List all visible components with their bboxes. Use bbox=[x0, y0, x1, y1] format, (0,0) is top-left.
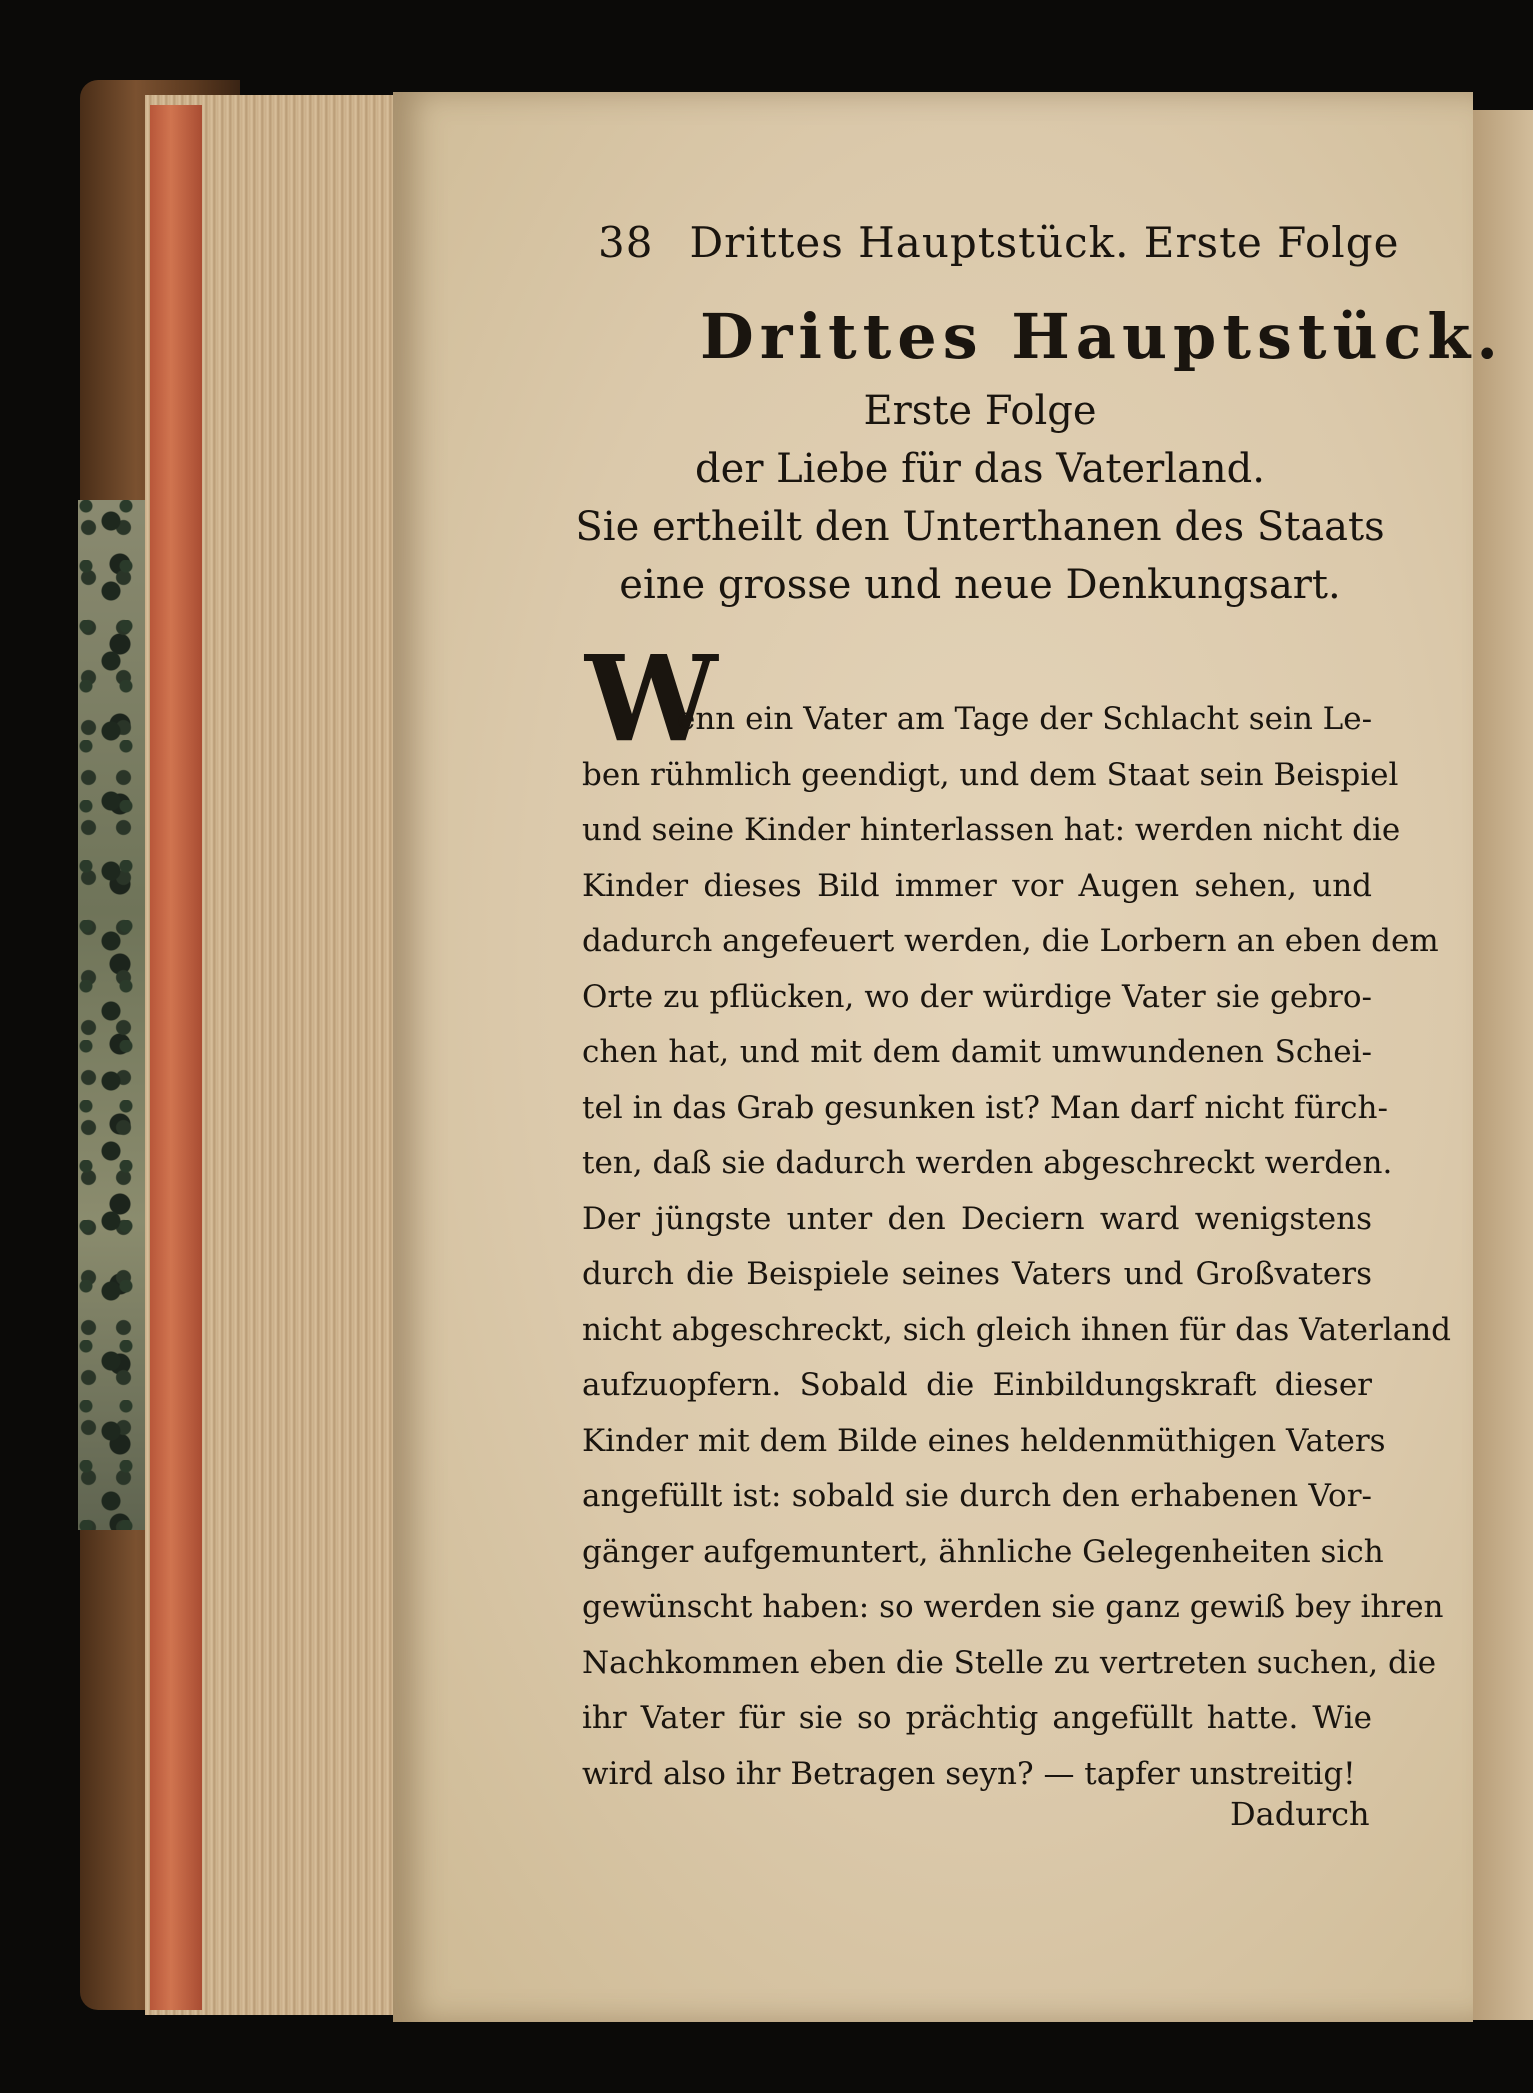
body-line: wird also ihr Betragen seyn? — tapfer unstreitig! bbox=[582, 1755, 1356, 1792]
red-edge bbox=[150, 105, 202, 2010]
body-line: nicht abgeschreckt, sich gleich ihnen für das Vaterland bbox=[582, 1311, 1452, 1348]
subtitle-line: Sie ertheilt den Unterthanen des Staats bbox=[575, 504, 1385, 550]
body-line: ihr Vater für sie so prächtig angefüllt hatte. Wie bbox=[582, 1700, 1372, 1736]
page-number: 38 bbox=[598, 218, 654, 267]
chapter-title: Drittes Hauptstück. bbox=[700, 300, 1504, 373]
running-head bbox=[598, 218, 1399, 267]
running-head-text: Drittes Hauptstück. Erste Folge bbox=[689, 218, 1400, 267]
drop-cap: W bbox=[585, 629, 718, 768]
body-line: ten, daß sie dadurch werden abgeschreckt werden. bbox=[582, 1145, 1393, 1181]
body-text bbox=[582, 692, 1452, 1802]
body-line: gewünscht haben: so werden sie ganz gewiß bey ihren bbox=[582, 1589, 1444, 1625]
subtitle-line: der Liebe für das Vaterland. bbox=[695, 446, 1265, 492]
body-line: Der jüngste unter den Deciern ward wenigstens bbox=[582, 1200, 1372, 1237]
body-line: durch die Beispiele seines Vaters und Großvaters bbox=[582, 1256, 1372, 1292]
body-line: Nachkommen eben die Stelle zu vertreten suchen, die bbox=[582, 1644, 1437, 1681]
body-line: ben rühmlich geendigt, und dem Staat sein Beispiel bbox=[582, 756, 1399, 793]
subtitle-line: eine grosse und neue Denkungsart. bbox=[619, 562, 1341, 608]
body-line: dadurch angefeuert werden, die Lorbern an eben dem bbox=[582, 923, 1439, 959]
chapter-subtitle bbox=[560, 382, 1400, 614]
body-line: Kinder dieses Bild immer vor Augen sehen, und bbox=[582, 867, 1372, 904]
body-line: angefüllt ist: sobald sie durch den erhabenen Vor- bbox=[582, 1478, 1372, 1514]
body-line: Orte zu pflücken, wo der würdige Vater sie gebro- bbox=[582, 978, 1372, 1015]
body-line: gänger aufgemuntert, ähnliche Gelegenheiten sich bbox=[582, 1533, 1384, 1570]
body-line: enn ein Vater am Tage der Schlacht sein Le- bbox=[677, 701, 1373, 737]
body-line: und seine Kinder hinterlassen hat: werden nicht die bbox=[582, 812, 1401, 848]
subtitle-line: Erste Folge bbox=[863, 388, 1097, 434]
facing-page-edge bbox=[1473, 110, 1533, 2020]
body-line: aufzuopfern. Sobald die Einbildungskraft dieser bbox=[582, 1367, 1372, 1403]
body-line: tel in das Grab gesunken ist? Man darf nicht fürch- bbox=[582, 1089, 1388, 1126]
body-line: Kinder mit dem Bilde eines heldenmüthigen Vaters bbox=[582, 1422, 1386, 1459]
body-line: chen hat, und mit dem damit umwundenen Schei- bbox=[582, 1034, 1372, 1070]
catchword: Dadurch bbox=[1230, 1795, 1370, 1833]
